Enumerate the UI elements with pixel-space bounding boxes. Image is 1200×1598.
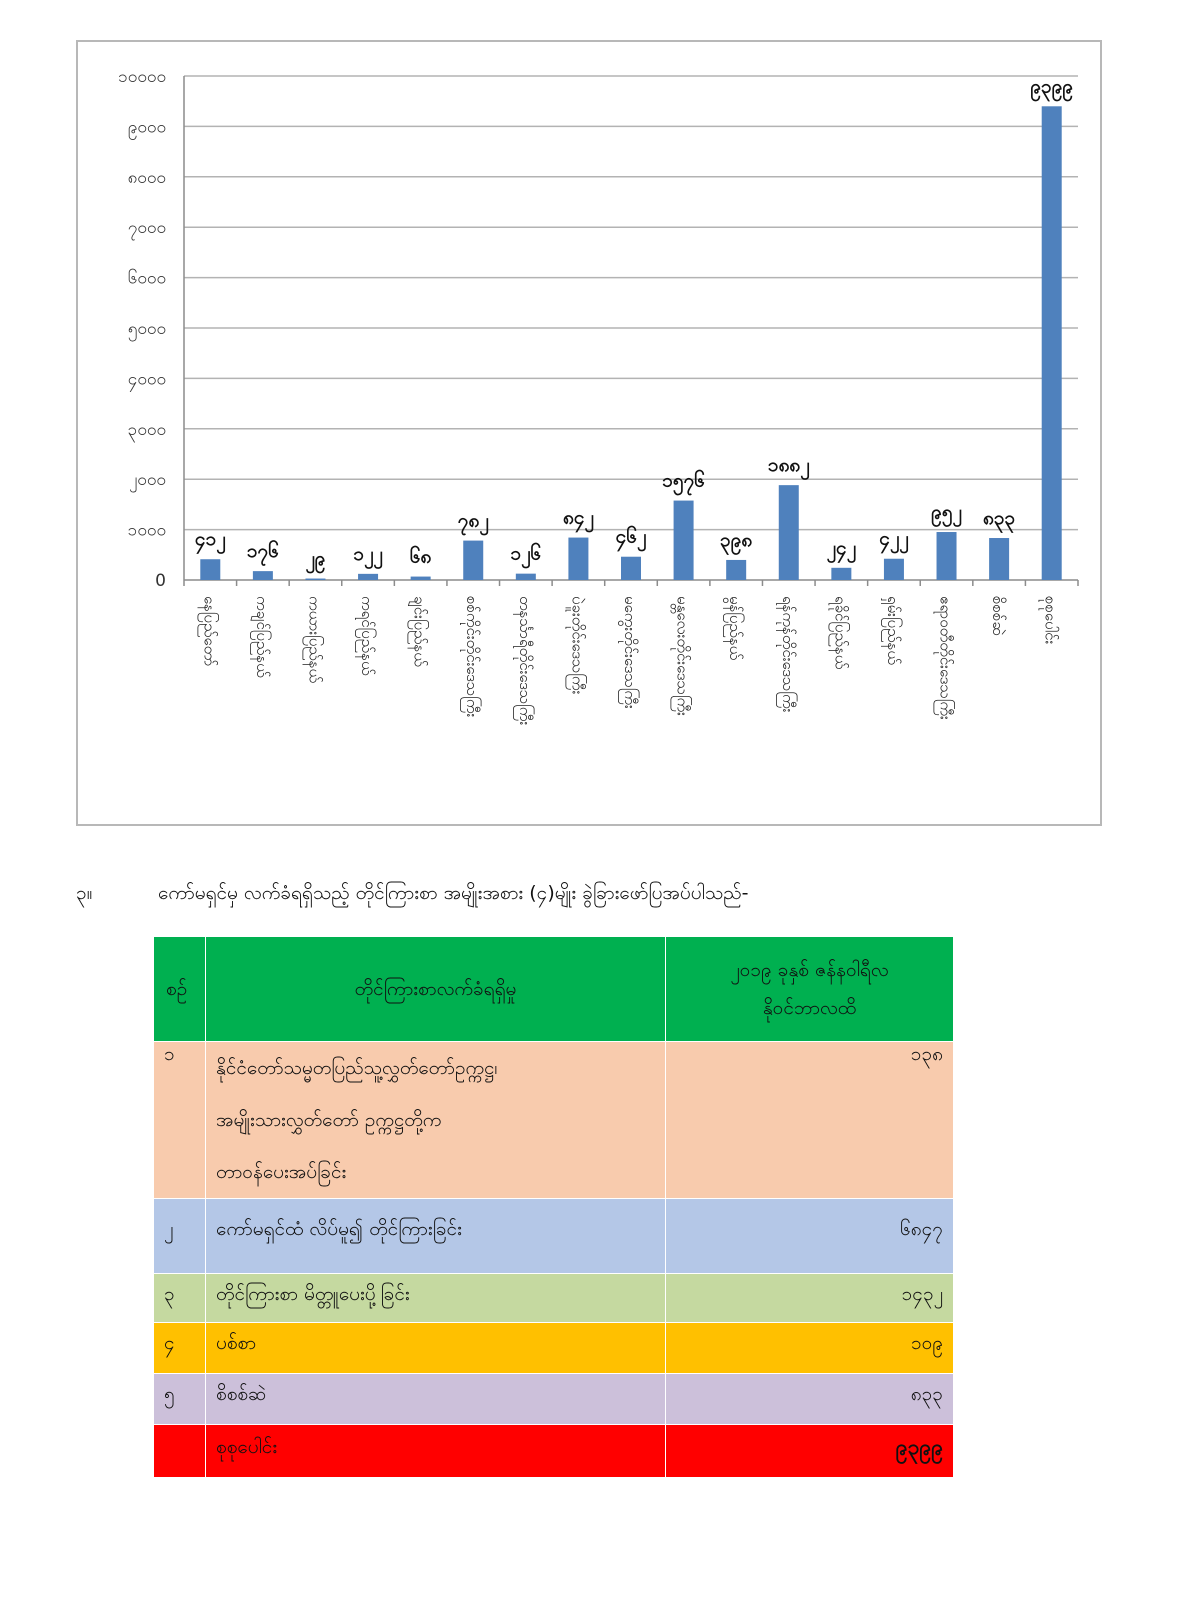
data-label: ၁၈၈၂ (767, 454, 810, 477)
y-tick-label: ၁၀၀၀ (127, 520, 166, 541)
section-heading (76, 876, 1116, 910)
bar (358, 574, 378, 580)
table-row (154, 1323, 954, 1374)
data-label: ၄၂၂ (879, 527, 909, 550)
header-period-line2: နိုဝင်ဘာလထိ (762, 997, 857, 1019)
row-serial: ၃ (154, 1274, 206, 1323)
row-serial: ၅ (154, 1374, 206, 1425)
x-category-label: ရန်ကုန်တိုင်းဒေသကြီး (778, 596, 797, 713)
y-tick-label: ၄၀၀၀ (127, 369, 166, 390)
data-label: ၁၂၆ (510, 542, 542, 565)
section-text: ကော်မရှင်မှ လက်ခံရရှိသည့် တိုင်ကြားစာ အမျိုးအစား (၄)မျိုး ခွဲခြားဖော်ပြအပ်ပါသည်- (158, 882, 749, 904)
y-tick-label: ၇၀၀၀ (127, 218, 166, 239)
row-description-line: အမျိုးသားလွှတ်တော် ဥက္ကဋ္ဌတို့က (216, 1109, 442, 1131)
bar (779, 485, 799, 580)
x-category-label: ကရင်ပြည်နယ် (358, 596, 377, 676)
x-category-label: ရခိုင်ပြည်နယ် (831, 596, 850, 670)
data-label: ၆၈ (409, 545, 432, 568)
row-value: ၁၀၉ (666, 1323, 954, 1374)
row-value: ၁၃၈ (666, 1042, 954, 1199)
y-tick-label: ၉၀၀၀ (127, 117, 166, 138)
chart-svg (78, 42, 1104, 828)
x-category-label: မကွေးတိုင်းဒေသကြီး (621, 596, 639, 709)
row-description: ပစ်စာ (206, 1323, 666, 1374)
row-serial: ၄ (154, 1323, 206, 1374)
complaint-summary-table (153, 936, 954, 1478)
x-category-label: စိစစ်ဆဲ (989, 596, 1008, 636)
data-label: ၁၇၆ (246, 540, 279, 563)
y-tick-label: ၈၀၀၀ (127, 167, 166, 188)
total-value: ၉၃၉၉ (666, 1425, 954, 1478)
total-label: စုစုပေါင်း (206, 1425, 666, 1478)
y-tick-label: ၅၀၀၀ (127, 319, 166, 339)
data-label: ၃၉၈ (720, 528, 753, 551)
row-description: စိစစ်ဆဲ (206, 1374, 666, 1425)
bar (411, 577, 431, 580)
y-tick-label: ၃၀၀၀ (127, 419, 166, 440)
x-category-label: ရှမ်းပြည်နယ် (883, 596, 902, 665)
bar (937, 532, 957, 580)
data-label: ၈၃၃ (983, 507, 1016, 530)
table-row (154, 1042, 954, 1199)
bar (516, 574, 536, 580)
data-label: ၈၄၂ (562, 506, 594, 529)
bar (568, 538, 588, 580)
x-category-label: မန္တလေးတိုင်းဒေသကြီး (673, 596, 692, 716)
data-label: ၄၆၂ (615, 525, 647, 548)
x-category-label: နေပြည်တော် (200, 596, 219, 667)
header-description: တိုင်ကြားစာလက်ခံရရှိမှု (206, 937, 666, 1042)
table-row (154, 1199, 954, 1274)
x-category-label: စစ်ကိုင်းတိုင်းဒေသကြီး (463, 596, 482, 718)
data-label: ၂၉ (305, 547, 326, 570)
bar (674, 501, 694, 580)
row-serial: ၂ (154, 1199, 206, 1274)
x-category-label: စုစုပေါင်း (1041, 596, 1060, 645)
x-category-label: ပဲခူးတိုင်းဒေသကြီး (568, 596, 587, 695)
table-header-row (154, 937, 954, 1042)
bar-chart (76, 40, 1102, 826)
header-period (666, 937, 954, 1042)
bar (200, 559, 220, 580)
data-label: ၉၅၂ (931, 501, 962, 524)
row-description-line: နိုင်ငံတော်သမ္မတပြည်သူ့လွှတ်တော်ဥက္ကဋ္ဌ၊ (216, 1057, 498, 1079)
table-row (154, 1374, 954, 1425)
bar (463, 541, 483, 580)
row-value: ၁၄၃၂ (666, 1274, 954, 1323)
bar (884, 559, 904, 580)
data-label: ၂၄၂ (826, 536, 857, 559)
x-category-label: ဧရာဝတီတိုင်းဒေသကြီး (936, 596, 955, 720)
data-label: ၁၂၂ (353, 542, 383, 565)
bar (726, 560, 746, 580)
y-tick-label: 0 (155, 571, 166, 591)
x-category-label: ချင်းပြည်နယ် (410, 596, 429, 667)
bar (621, 557, 641, 580)
header-serial: စဉ် (154, 937, 206, 1042)
row-description: ကော်မရှင်ထံ လိပ်မူ၍ တိုင်ကြားခြင်း (206, 1199, 666, 1274)
x-category-label: မွန်ပြည်နယ် (726, 596, 745, 661)
x-category-label: ကချင်ပြည်နယ် (252, 596, 271, 678)
data-label: ၁၅၇၆ (662, 469, 705, 492)
section-number: ၃။ (76, 882, 93, 904)
data-label: ၇၈၂ (457, 509, 489, 532)
y-tick-label: ၂၀၀၀ (128, 470, 166, 491)
row-value: ၆၈၄၇ (666, 1199, 954, 1274)
data-label: ၄၁၂ (194, 528, 226, 551)
table-row (154, 1274, 954, 1323)
row-serial: ၁ (154, 1042, 206, 1199)
bar (305, 579, 325, 580)
bar (831, 568, 851, 580)
y-tick-label: ၁၀၀၀၀ (118, 67, 166, 87)
total-serial-empty (154, 1425, 206, 1478)
bar (253, 571, 273, 580)
x-category-label: ကယားပြည်နယ် (305, 596, 324, 684)
header-period-line1: ၂၀၁၉ ခုနှစ် ဇန်နဝါရီလ (730, 959, 889, 981)
row-description: တိုင်ကြားစာ မိတ္တူပေးပို့ခြင်း (206, 1274, 666, 1323)
row-description (206, 1042, 666, 1199)
y-tick-label: ၆၀၀၀ (127, 268, 166, 289)
row-value: ၈၃၃ (666, 1374, 954, 1425)
row-description-line: တာဝန်ပေးအပ်ခြင်း (216, 1161, 347, 1183)
x-category-label: တနင်္သာရီတိုင်းဒေသကြီး (515, 596, 534, 726)
data-label: ၉၃၉၉ (1030, 75, 1074, 98)
bar (1042, 106, 1062, 580)
bar (989, 538, 1009, 580)
table-total-row (154, 1425, 954, 1478)
